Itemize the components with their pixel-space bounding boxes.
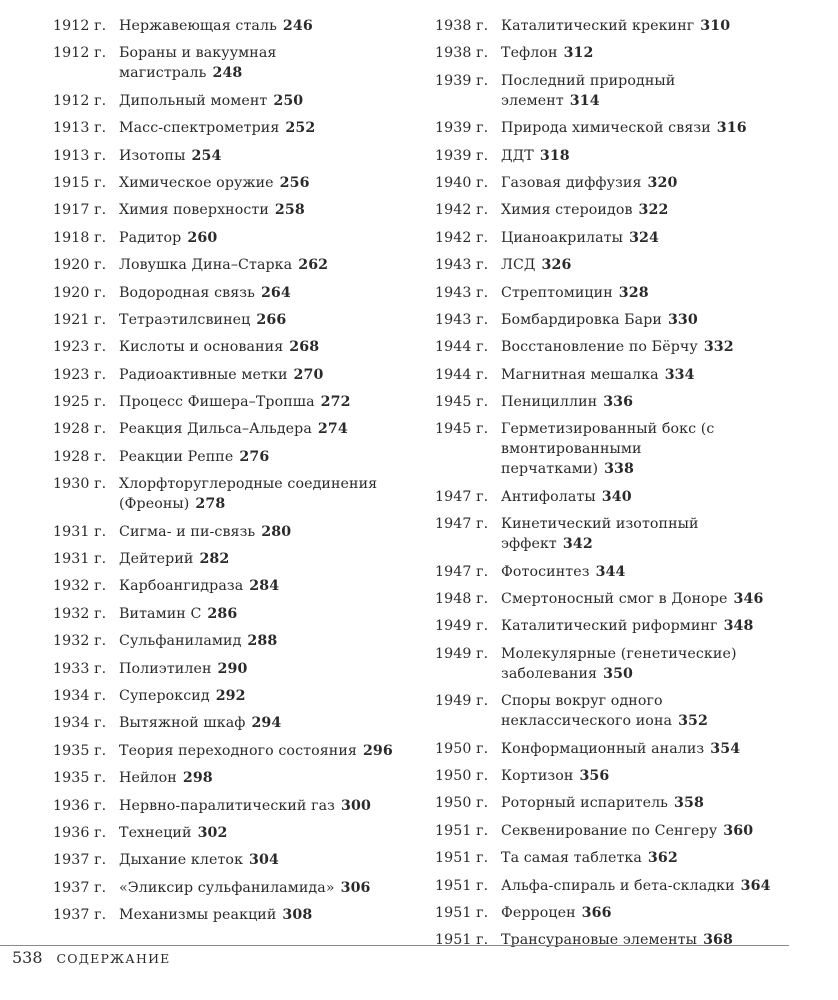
toc-entry [435,173,820,193]
entry-title: Масс-спектрометрия [119,120,280,137]
entry-page-number: 312 [563,45,594,62]
entry-title: Реакция Дильса–Альдера [119,421,312,438]
footer-divider [0,945,789,946]
entry-title: Водородная связь [119,284,255,301]
entry-page-number: 260 [187,229,218,246]
entry-year: 1921 г. [53,311,107,328]
toc-entry [435,739,820,759]
toc-entry [435,43,820,63]
entry-title: Реакции Реппе [119,448,234,465]
toc-entry [53,392,418,412]
entry-year: 1951 г. [435,877,489,894]
entry-year: 1931 г. [53,523,107,540]
entry-year: 1932 г. [53,633,107,650]
entry-year: 1939 г. [435,72,489,89]
entry-title: Полиэтилен [119,660,212,677]
entry-year: 1935 г. [53,770,107,787]
toc-entry [435,848,820,868]
toc-entry [53,173,418,193]
entry-year: 1928 г. [53,448,107,465]
entry-year: 1942 г. [435,229,489,246]
entry-year: 1936 г. [53,797,107,814]
toc-entry [435,118,820,138]
entry-year: 1920 г. [53,257,107,274]
toc-entry [435,644,820,684]
toc-entry [435,228,820,248]
entry-year: 1925 г. [53,394,107,411]
toc-entry [435,200,820,220]
entry-title: Магнитная мешалка [501,366,659,383]
entry-title: Трансурановые элементы [501,932,698,949]
entry-title: Нержавеющая сталь [119,18,277,34]
entry-title: Газовая диффузия [501,174,642,191]
entry-year: 1944 г. [435,339,489,356]
entry-page-number: 334 [664,366,695,383]
entry-page-number: 258 [274,202,305,219]
entry-title: Кортизон [501,767,574,784]
toc-entry [53,796,418,816]
entry-title: Фотосинтез [501,563,590,580]
entry-title: Молекулярные (генетические) заболевания [501,645,737,682]
entry-year: 1918 г. [53,229,107,246]
entry-page-number: 340 [601,488,632,505]
toc-entry [53,228,418,248]
entry-year: 1936 г. [53,824,107,841]
entry-title: Технеций [119,824,192,841]
toc-entry [53,200,418,220]
entry-year: 1937 г. [53,852,107,869]
entry-page-number: 350 [603,665,634,682]
entry-page-number: 276 [239,448,270,465]
entry-page-number: 318 [539,147,570,164]
entry-year: 1945 г. [435,394,489,411]
entry-title: Дипольный момент [119,92,268,109]
entry-title: Конформационный анализ [501,740,705,757]
entry-title: Бомбардировка Бари [501,311,662,328]
toc-entry [435,419,820,479]
entry-year: 1950 г. [435,795,489,812]
entry-title: Бораны и вакуумная магистраль [119,45,277,82]
entry-title: Смертоносный смог в Доноре [501,591,728,608]
entry-year: 1949 г. [435,693,489,710]
entry-page-number: 278 [195,496,226,513]
toc-entry [435,365,820,385]
entry-page-number: 296 [362,742,393,759]
entry-year: 1920 г. [53,284,107,301]
toc-entry [53,686,418,706]
toc-entry [435,310,820,330]
toc-entry [53,741,418,761]
entry-title: Природа химической связи [501,120,711,137]
entry-year: 1951 г. [435,904,489,921]
entry-year: 1915 г. [53,174,107,191]
entry-page-number: 328 [618,284,649,301]
toc-column-right [435,16,820,958]
toc-entry [435,16,820,36]
entry-title: Дейтерий [119,551,194,568]
entry-year: 1944 г. [435,366,489,383]
entry-title: Последний природный элемент [501,72,676,109]
entry-title: Роторный испаритель [501,795,669,812]
entry-year: 1938 г. [435,18,489,34]
entry-page-number: 314 [569,92,600,109]
entry-year: 1951 г. [435,822,489,839]
entry-year: 1912 г. [53,45,107,62]
entry-page-number: 286 [207,605,238,622]
toc-entry [53,878,418,898]
entry-year: 1923 г. [53,339,107,356]
entry-page-number: 310 [700,18,731,34]
entry-page-number: 304 [249,852,279,869]
entry-year: 1937 г. [53,907,107,924]
entry-page-number: 272 [320,394,351,411]
entry-year: 1928 г. [53,421,107,438]
entry-year: 1951 г. [435,932,489,949]
entry-page-number: 324 [629,229,659,246]
toc-entry [53,337,418,357]
entry-page-number: 336 [603,394,634,411]
entry-year: 1945 г. [435,421,489,438]
entry-year: 1951 г. [435,850,489,867]
toc-entry [435,876,820,896]
entry-year: 1949 г. [435,645,489,662]
entry-year: 1940 г. [435,174,489,191]
toc-entry [53,576,418,596]
entry-page-number: 246 [282,18,313,34]
entry-page-number: 354 [710,740,741,757]
entry-year: 1947 г. [435,563,489,580]
toc-entry [53,823,418,843]
entry-page-number: 322 [638,202,669,219]
toc-entry [53,447,418,467]
entry-title: Каталитический крекинг [501,18,695,34]
toc-entry [53,713,418,733]
entry-year: 1950 г. [435,740,489,757]
entry-page-number: 288 [247,633,278,650]
entry-year: 1913 г. [53,120,107,137]
toc-entry [53,659,418,679]
entry-page-number: 298 [182,770,213,787]
entry-title: Карбоангидраза [119,578,244,595]
entry-title: Сульфаниламид [119,633,242,650]
entry-year: 1938 г. [435,45,489,62]
entry-year: 1939 г. [435,120,489,137]
entry-page-number: 306 [340,879,371,896]
toc-entry [53,631,418,651]
toc-column-left [53,16,418,933]
entry-page-number: 332 [703,339,734,356]
toc-entry [53,850,418,870]
entry-page-number: 264 [260,284,291,301]
entry-page-number: 256 [279,174,310,191]
entry-title: Герметизированный бокс (с вмонтированными перчатками) [501,421,715,478]
toc-entry [53,283,418,303]
toc-entry [435,766,820,786]
entry-title: Вытяжной шкаф [119,715,246,732]
toc-entry [53,43,418,83]
entry-title: Химия поверхности [119,202,269,219]
entry-year: 1947 г. [435,516,489,533]
entry-year: 1912 г. [53,18,107,34]
entry-page-number: 300 [341,797,371,814]
entry-page-number: 362 [647,850,678,867]
entry-page-number: 316 [716,120,747,137]
toc-entry [435,691,820,731]
entry-title: Цианоакрилаты [501,229,624,246]
entry-page-number: 290 [217,660,248,677]
toc-entry [435,514,820,554]
entry-page-number: 326 [541,257,572,274]
entry-page-number: 368 [703,932,733,949]
entry-page-number: 280 [261,523,292,540]
entry-title: Кислоты и основания [119,339,284,356]
entry-year: 1937 г. [53,879,107,896]
entry-title: Ферроцен [501,904,576,921]
entry-page-number: 252 [285,120,316,137]
entry-title: Восстановление по Бёрчу [501,339,698,356]
entry-title: Ловушка Дина–Старка [119,257,293,274]
entry-title: Тетраэтилсвинец [119,311,251,328]
toc-entry [53,310,418,330]
toc-entry [53,91,418,111]
entry-year: 1917 г. [53,202,107,219]
entry-year: 1943 г. [435,311,489,328]
entry-page-number: 360 [723,822,754,839]
entry-title: Механизмы реакций [119,907,277,924]
toc-entry [53,522,418,542]
toc-entry [53,768,418,788]
entry-year: 1948 г. [435,591,489,608]
entry-page-number: 356 [579,767,610,784]
entry-page-number: 248 [212,65,243,82]
toc-entry [435,616,820,636]
entry-page-number: 330 [667,311,698,328]
entry-year: 1931 г. [53,551,107,568]
entry-page-number: 266 [256,311,287,328]
entry-title: ДДТ [501,147,534,164]
entry-year: 1943 г. [435,257,489,274]
toc-entry [435,589,820,609]
entry-title: Процесс Фишера–Тропша [119,394,315,411]
entry-title: Нервно-паралитический газ [119,797,335,814]
entry-title: Супероксид [119,687,210,704]
entry-page-number: 338 [604,461,634,478]
entry-title: Сигма- и пи-связь [119,523,256,540]
entry-year: 1947 г. [435,488,489,505]
entry-year: 1934 г. [53,687,107,704]
entry-year: 1923 г. [53,366,107,383]
entry-page-number: 366 [581,904,612,921]
entry-title: Радитор [119,229,182,246]
entry-year: 1934 г. [53,715,107,732]
toc-entry [53,474,418,514]
entry-year: 1932 г. [53,605,107,622]
entry-page-number: 262 [298,257,329,274]
page-footer [12,948,171,967]
entry-page-number: 302 [197,824,228,841]
entry-title: Та самая таблетка [501,850,642,867]
entry-page-number: 346 [733,591,764,608]
entry-title: Радиоактивные метки [119,366,288,383]
entry-title: Изотопы [119,147,186,164]
entry-page-number: 358 [674,795,704,812]
entry-page-number: 308 [282,907,313,924]
footer-page-number: 538 [12,948,43,967]
entry-title: Химия стероидов [501,202,633,219]
entry-title: Нейлон [119,770,177,787]
entry-title: Споры вокруг одного неклассического иона [501,693,673,730]
entry-year: 1932 г. [53,578,107,595]
toc-entry [53,905,418,925]
entry-title: ЛСД [501,257,536,274]
entry-page-number: 284 [249,578,280,595]
entry-year: 1949 г. [435,618,489,635]
entry-title: Секвенирование по Сенгеру [501,822,718,839]
entry-page-number: 344 [595,563,626,580]
entry-page-number: 294 [251,715,282,732]
entry-year: 1935 г. [53,742,107,759]
toc-entry [53,118,418,138]
entry-year: 1950 г. [435,767,489,784]
toc-entry [435,71,820,111]
toc-entry [53,604,418,624]
toc-entry [435,930,820,950]
entry-title: Каталитический риформинг [501,618,718,635]
entry-page-number: 268 [289,339,320,356]
entry-page-number: 254 [191,147,222,164]
entry-year: 1933 г. [53,660,107,677]
entry-year: 1943 г. [435,284,489,301]
footer-section-label: СОДЕРЖАНИЕ [56,951,171,966]
entry-title: Хлорфторуглеродные соединения (Фреоны) [119,476,378,513]
entry-title: «Эликсир сульфаниламида» [119,879,335,896]
toc-entry [435,146,820,166]
toc-entry [53,146,418,166]
entry-page-number: 270 [293,366,324,383]
toc-entry [435,392,820,412]
entry-page-number: 342 [562,536,593,553]
toc-entry [53,255,418,275]
toc-entry [435,562,820,582]
entry-title: Дыхание клеток [119,852,244,869]
entry-page-number: 320 [647,174,678,191]
entry-title: Теория переходного состояния [119,742,357,759]
entry-page-number: 274 [317,421,348,438]
entry-page-number: 364 [740,877,771,894]
toc-entry [53,16,418,36]
toc-entry [53,419,418,439]
entry-page-number: 352 [678,713,708,730]
entry-year: 1912 г. [53,92,107,109]
toc-entry [435,903,820,923]
entry-page-number: 292 [215,687,246,704]
entry-page-number: 348 [723,618,754,635]
toc-entry [53,365,418,385]
entry-year: 1913 г. [53,147,107,164]
entry-title: Стрептомицин [501,284,613,301]
toc-entry [435,487,820,507]
entry-title: Пенициллин [501,394,598,411]
entry-year: 1930 г. [53,476,107,493]
toc-entry [435,337,820,357]
toc-entry [435,793,820,813]
entry-title: Альфа-спираль и бета-складки [501,877,735,894]
toc-entry [435,821,820,841]
entry-year: 1939 г. [435,147,489,164]
entry-year: 1942 г. [435,202,489,219]
toc-entry [53,549,418,569]
toc-entry [435,283,820,303]
entry-title: Тефлон [501,45,558,62]
entry-page-number: 282 [199,551,230,568]
toc-entry [435,255,820,275]
entry-title: Химическое оружие [119,174,274,191]
entry-page-number: 250 [273,92,304,109]
entry-title: Витамин С [119,605,202,622]
entry-title: Антифолаты [501,488,596,505]
entry-title: Кинетический изотопный эффект [501,516,699,553]
